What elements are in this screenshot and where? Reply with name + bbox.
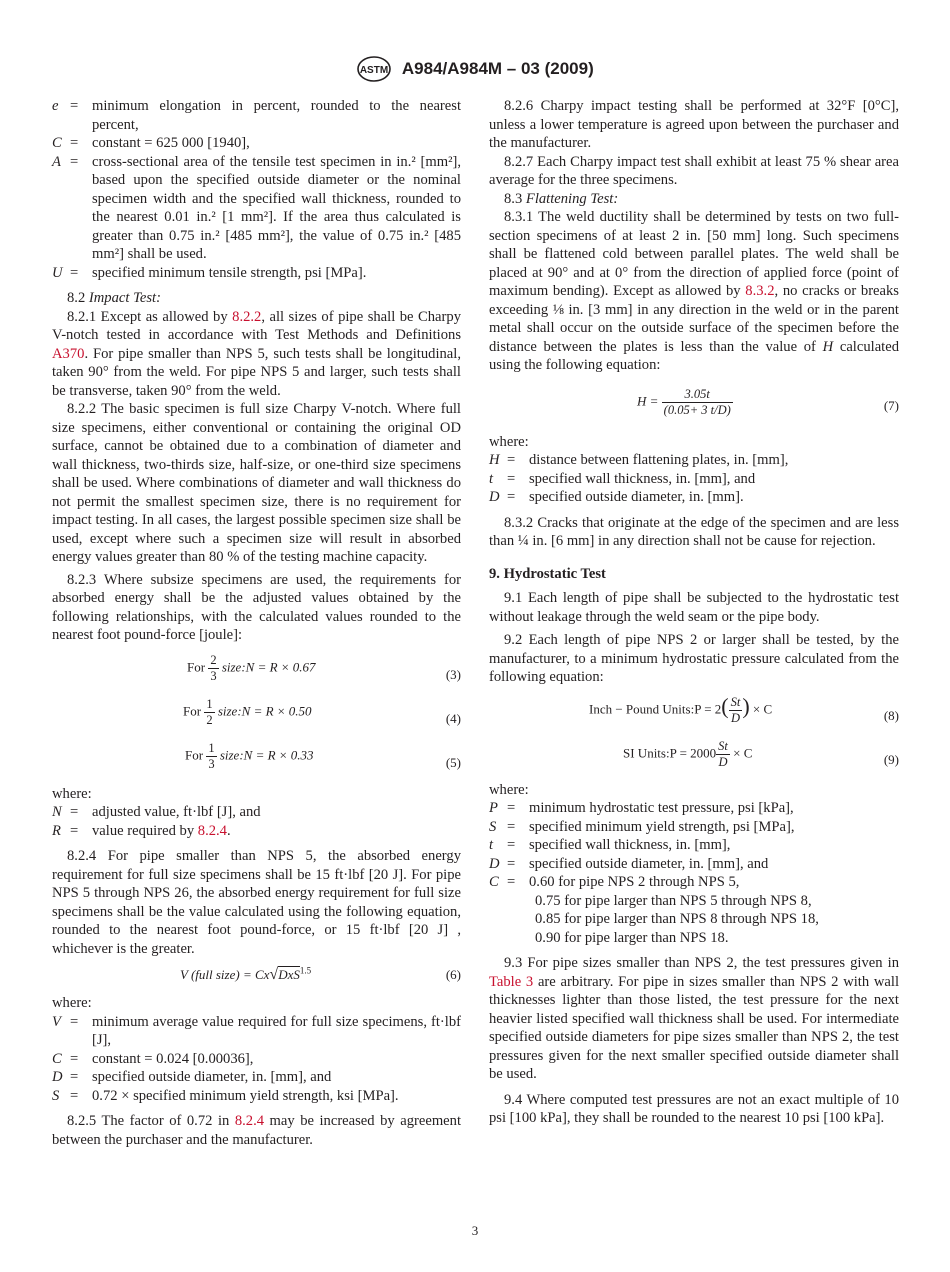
standard-designation: A984/A984M – 03 (2009) bbox=[401, 58, 594, 78]
paragraph-8-2-3: 8.2.3 Where subsize specimens are used, the requirements for absorbed energy shall be the adjusted values obtained by the following relationships, with the calculated values rounded to the nearest foot pound-force [joule]: bbox=[52, 571, 461, 643]
link-a370[interactable]: A370 bbox=[52, 345, 85, 362]
where-label: where: bbox=[52, 785, 92, 802]
link-8-2-4[interactable]: 8.2.4 bbox=[197, 822, 227, 839]
equation-3: For $\frac{2}{3}$ size:N = R × 0.67 (3) bbox=[187, 652, 461, 683]
left-column bbox=[52, 97, 461, 1149]
astm-logo-icon bbox=[356, 56, 392, 82]
where-label: where: bbox=[489, 433, 529, 450]
where-label: where: bbox=[52, 995, 92, 1011]
link-8-2-4[interactable]: 8.2.4 bbox=[234, 1113, 265, 1129]
definition-item: U = specified minimum tensile strength, psi [MPa]. bbox=[52, 264, 367, 281]
section-heading-8-2: 8.2 Impact Test: bbox=[67, 290, 161, 306]
paragraph-8-2-5: 8.2.5 The factor of 0.72 in 8.2.4 may be increased by agreement between the purchaser and the manufacturer. bbox=[52, 1113, 461, 1148]
definition-item: D = specified outside diameter, in. [mm], and bbox=[52, 1069, 332, 1085]
definition-item: S = specified minimum yield strength, psi [MPa], bbox=[489, 818, 795, 835]
definition-continuation: 0.85 for pipe larger than NPS 8 through NPS 18, bbox=[535, 911, 819, 927]
equation-9: SI Units:P = 2000 $\frac{St}{D}$ × C (9) bbox=[623, 738, 899, 769]
definition-item: H = distance between flattening plates, in. [mm], bbox=[489, 452, 789, 468]
definition-continuation: 0.75 for pipe larger than NPS 5 through NPS 8, bbox=[535, 892, 812, 909]
link-8-3-2[interactable]: 8.3.2 bbox=[745, 283, 775, 299]
definition-item: V = minimum average value required for full size specimens, ft·lbf [J], bbox=[52, 1013, 461, 1048]
section-heading-9: 9. Hydrostatic Test bbox=[489, 565, 606, 582]
definition-item: t = specified wall thickness, in. [mm], bbox=[489, 837, 731, 853]
definition-item: e = minimum elongation in percent, rounded to the nearest percent, bbox=[52, 98, 461, 133]
right-column bbox=[489, 97, 899, 1128]
paragraph-8-2-4: 8.2.4 For pipe smaller than NPS 5, the absorbed energy requirement for full size specimens shall be 15 ft·lbf [20 J]. For pipe NPS 5 through NPS 26, the absorbed energy requirement for full size specimens shall be the value calculated using the following equation, rounded to the nearest foot pound-force, or 15 ft·lbf [20 J] , whichever is the greater. bbox=[52, 848, 461, 957]
equation-5: For $\frac{1}{3}$ size:N = R × 0.33 (5) bbox=[185, 740, 461, 771]
paragraph-8-2-7: 8.2.7 Each Charpy impact test shall exhibit at least 75 % shear area average for the three specimens. bbox=[489, 153, 899, 188]
definition-item: A = cross-sectional area of the tensile test specimen in in.² [mm²], based upon the specified outside diameter or the nominal specimen width and the specified wall thickness, rounded to the nearest 0.01 in.² [1 mm²]. If the area thus calculated is greater than 0.75 in.² [485 mm²], the value of 0.75 in.² [485 mm²] shall be used. bbox=[52, 153, 461, 262]
section-heading-8-3: 8.3 Flattening Test: bbox=[504, 190, 619, 207]
svg-text:ASTM: ASTM bbox=[360, 65, 389, 76]
paragraph-8-3-1: 8.3.1 The weld ductility shall be determined by tests on two full-section specimens of at least 2 in. [50 mm] long. Such specimens shall be flattened cold between parallel plates. The weld shall be placed at 90° and at 0° from the direction of applied force (point of maximum bending). Except as allowed by 8.3.2, no cracks or breaks exceeding ⅛ in. [3 mm] in any direction in the weld or in the parent metal shall occur on the outside surface of the specimen before the distance between the plates is less than the value of H calculated using the following equation: bbox=[489, 209, 899, 373]
equation-7: H = $\frac{3.05t}{(0.05+ 3 t/D)}$ (7) bbox=[637, 386, 899, 417]
definition-item: R = value required by 8.2.4. bbox=[52, 822, 231, 839]
definition-item: D = specified outside diameter, in. [mm], and bbox=[489, 855, 769, 872]
page-number: 3 bbox=[471, 1223, 479, 1238]
paragraph-9-1: 9.1 Each length of pipe shall be subjected to the hydrostatic test without leakage through the weld seam or the pipe body. bbox=[489, 590, 899, 625]
definition-item: C = constant = 625 000 [1940], bbox=[52, 135, 250, 151]
definition-item: t = specified wall thickness, in. [mm], and bbox=[489, 470, 756, 487]
paragraph-9-4: 9.4 Where computed test pressures are not an exact multiple of 10 psi [100 kPa], they shall be rounded to the nearest 10 psi [100 kPa]. bbox=[489, 1091, 899, 1126]
definition-item: S = 0.72 × specified minimum yield strength, ksi [MPa]. bbox=[52, 1087, 399, 1104]
equation-6: V (full size) = Cx√DxS$^{1.5}$ (6) bbox=[180, 965, 461, 983]
paragraph-9-3: 9.3 For pipe sizes smaller than NPS 2, the test pressures given in Table 3 are arbitrary. For pipe in sizes smaller than NPS 2 with wall thicknesses lighter than those listed, the test pressure for the next heavier listed specified wall thickness shall be used. For intermediate specified outside diameters for pipe sizes smaller than NPS 2, the test pressures given for the next smaller specified outside diameter shall be used. bbox=[489, 955, 900, 1082]
definition-continuation: 0.90 for pipe larger than NPS 18. bbox=[535, 929, 729, 946]
paragraph-8-2-6: 8.2.6 Charpy impact testing shall be performed at 32°F [0°C], unless a lower temperature is agreed upon between the purchaser and the manufacturer. bbox=[489, 98, 899, 151]
definition-item: D = specified outside diameter, in. [mm]. bbox=[489, 489, 744, 505]
page-header bbox=[0, 56, 950, 82]
definition-item: C = constant = 0.024 [0.00036], bbox=[52, 1050, 254, 1067]
equation-4: For $\frac{1}{2}$ size:N = R × 0.50 (4) bbox=[183, 696, 461, 727]
paragraph-8-3-2: 8.3.2 Cracks that originate at the edge of the specimen and are less than ¼ in. [6 mm] in any direction shall not be cause for rejection. bbox=[489, 514, 899, 549]
paragraph-8-2-1: 8.2.1 Except as allowed by 8.2.2, all sizes of pipe shall be Charpy V-notch tested in accordance with Test Methods and Definitions A370. For pipe smaller than NPS 5, such tests shall be longitudinal, taken 90° from the weld. For pipe NPS 5 and larger, such tests shall be transverse, taken 90° from the weld. bbox=[52, 308, 461, 399]
link-table-3[interactable]: Table 3 bbox=[489, 973, 534, 990]
definition-item: C = 0.60 for pipe NPS 2 through NPS 5, bbox=[489, 874, 740, 890]
paragraph-9-2: 9.2 Each length of pipe NPS 2 or larger shall be tested, by the manufacturer, to a minimum hydrostatic pressure calculated from the following equation: bbox=[489, 632, 899, 685]
where-label: where: bbox=[489, 781, 529, 798]
link-8-2-2[interactable]: 8.2.2 bbox=[232, 308, 262, 325]
equation-8: Inch − Pound Units:P = 2( $\frac{St}{D}$ ) × C (8) bbox=[589, 692, 899, 725]
paragraph-8-2-2: 8.2.2 The basic specimen is full size Charpy V-notch. Where full size specimens, either conventional or containing the original OD surface, cannot be obtained due to a combination of diameter and wall thickness, two-thirds size, half-size, or one-third size specimens shall be used. Where combinations of diameter and wall thickness do not permit the smallest specimen size, there is no requirement for impact testing. In all cases, the largest possible specimen size shall be used, except where such a specimen size will result in absorbed energy values greater than 80 % of the testing machine capacity. bbox=[52, 401, 461, 565]
definition-item: N = adjusted value, ft·lbf [J], and bbox=[52, 804, 261, 820]
definition-item: P = minimum hydrostatic test pressure, psi [kPa], bbox=[489, 800, 794, 816]
